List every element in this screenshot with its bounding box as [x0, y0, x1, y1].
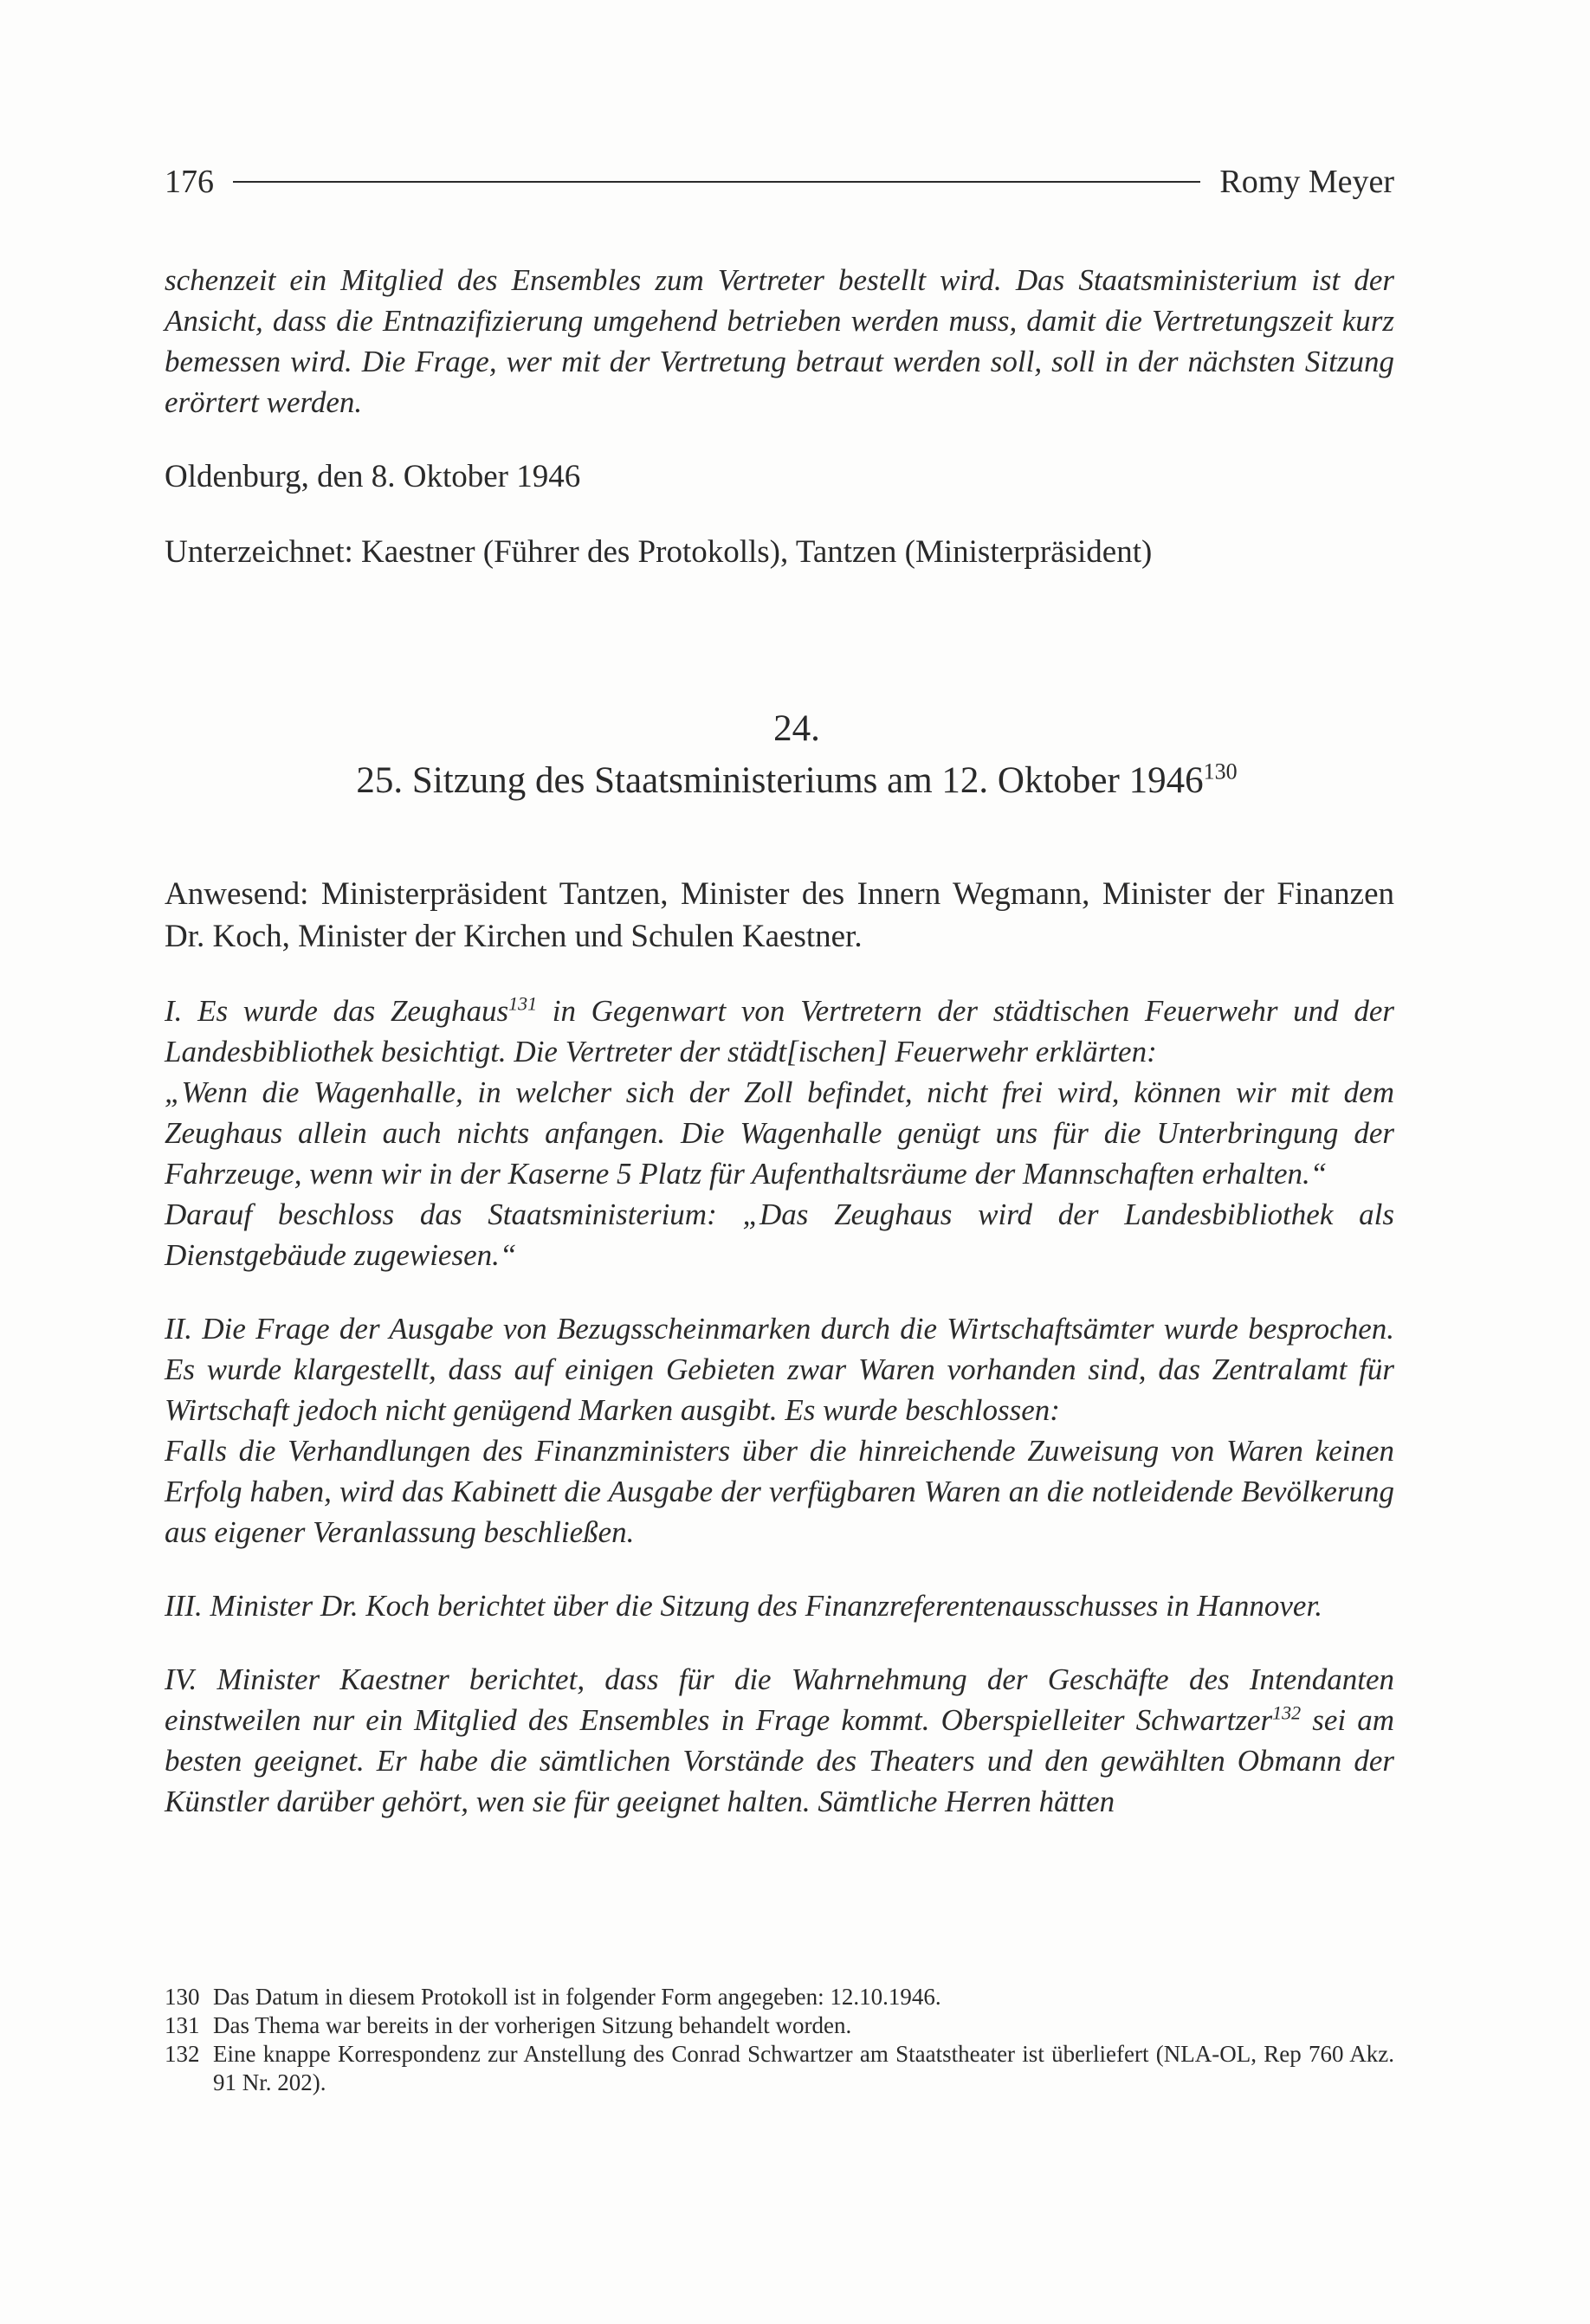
item-2-decision: Falls die Verhandlungen des Finanzministers über die hinreichende Zuweisung von Waren keinen Erfolg haben, wird das Kabinett die Ausgabe der verfügbaren Waren an die notleidende Bevölkerung aus eigener Veranlassung beschließen.	[165, 1434, 1394, 1549]
continued-paragraph: schenzeit ein Mitglied des Ensembles zum Vertreter bestellt wird. Das Staatsministerium ist der Ansicht, dass die Entnazifizierung umgehend betrieben werden muss, damit die Vertretungszeit kurz bemessen wird. Die Frage, wer mit der Vertretung betraut werden soll, soll in der nächsten Sitzung erörtert werden.	[165, 263, 1394, 419]
document-title-text: 25. Sitzung des Staatsministeriums am 12. Oktober 1946	[356, 760, 1204, 801]
item-1-decision: Darauf beschloss das Staatsministerium: „Das Zeughaus wird der Landesbibliothek als Dienstgebäude zugewiesen.“	[165, 1198, 1394, 1272]
agenda-item-3: III. Minister Dr. Koch berichtet über die Sitzung des Finanzreferentenausschusses in Hannover.	[165, 1589, 1322, 1623]
signature-line: Unterzeichnet: Kaestner (Führer des Protokolls), Tantzen (Ministerpräsident)	[165, 534, 1153, 570]
footnote-number: 132	[165, 2041, 200, 2067]
main-text	[165, 260, 1394, 1822]
item-1-text	[165, 991, 1394, 1072]
item-4-start: IV. Minister Kaestner berichtet, dass für die Wahrnehmung der Geschäfte des Intendanten einstweilen nur ein Mitglied des Ensembles in Frage kommt. Oberspielleiter Schwartzer	[165, 1662, 1394, 1737]
footnote-ref-130: 130	[1203, 759, 1238, 784]
footnotes	[165, 1983, 1394, 2097]
footnote-number: 130	[165, 1984, 200, 2010]
footnote-ref-131: 131	[508, 992, 538, 1015]
item-2-text: II. Die Frage der Ausgabe von Bezugsscheinmarken durch die Wirtschaftsämter wurde besprochen. Es wurde klargestellt, dass auf einigen Gebieten zwar Waren vorhanden sind, das Zentralamt für Wirtschaft jedoch nicht genügend Marken ausgibt. Es wurde beschlossen:	[165, 1312, 1394, 1427]
place-date: Oldenburg, den 8. Oktober 1946	[165, 459, 581, 494]
header-rule	[233, 181, 1200, 183]
footnote-text: Eine knappe Korrespondenz zur Anstellung des Conrad Schwartzer am Staatstheater ist überliefert (NLA-OL, Rep 760 Akz. 91 Nr. 202).	[213, 2041, 1394, 2095]
agenda-item-4	[165, 1659, 1394, 1822]
attendance-paragraph: Anwesend: Ministerpräsident Tantzen, Minister des Innern Wegmann, Minister der Finanzen Dr. Koch, Minister der Kirchen und Schulen Kaestner.	[165, 876, 1394, 954]
item-4-rest: sei am besten geeignet. Er habe die sämtlichen Vorstände des Theaters und den gewählten Obmann der Künstler darüber gehört, wen sie für geeignet halten. Sämtliche Herren hätten	[165, 1703, 1395, 1818]
footnote-132	[165, 2040, 1394, 2097]
agenda-item-1	[165, 991, 1394, 1275]
item-1-start: I. Es wurde das Zeughaus	[165, 994, 509, 1028]
footnote-number: 131	[165, 2012, 200, 2038]
running-header	[165, 156, 1394, 208]
item-1-rest: in Gegenwart von Vertretern der städtischen Feuerwehr und der Landesbibliothek besichtigt. Die Vertreter der städt[ischen] Feuerwehr erklärten:	[165, 994, 1394, 1068]
running-author: Romy Meyer	[1219, 164, 1394, 200]
page-number: 176	[165, 164, 214, 200]
footnote-131	[165, 2011, 1394, 2040]
footnote-ref-132: 132	[1272, 1701, 1302, 1724]
document-title	[199, 755, 1394, 807]
footnote-text: Das Datum in diesem Protokoll ist in folgender Form angegeben: 12.10.1946.	[213, 1984, 941, 2010]
document-heading	[199, 703, 1394, 807]
footnote-130	[165, 1983, 1394, 2011]
item-1-quote: „Wenn die Wagenhalle, in welcher sich der Zoll befindet, nicht frei wird, können wir mit dem Zeughaus allein auch nichts anfangen. Die Wagenhalle genügt uns für die Unterbringung der Fahrzeuge, wenn wir in der Kaserne 5 Platz für Aufenthaltsräume der Mannschaften erhalten.“	[165, 1075, 1394, 1191]
agenda-item-2	[165, 1308, 1394, 1553]
document-number: 24.	[773, 708, 820, 749]
footnote-text: Das Thema war bereits in der vorherigen Sitzung behandelt worden.	[213, 2012, 852, 2038]
